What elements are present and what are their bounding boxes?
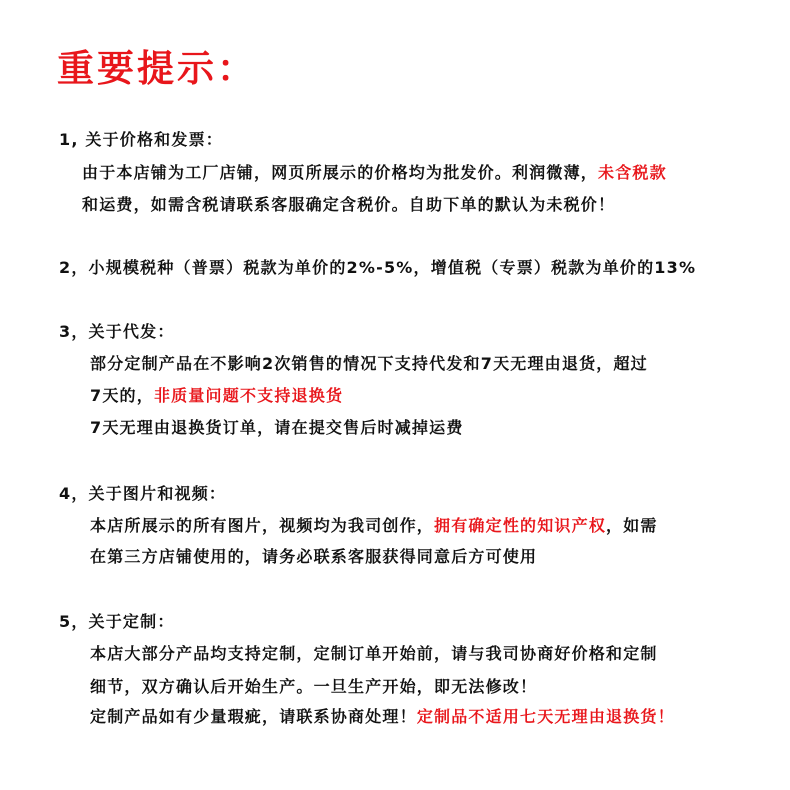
section-4-line-2 xyxy=(90,545,537,569)
highlight-text: 拥有确定性的知识产权 xyxy=(434,516,607,535)
section-5-line-2 xyxy=(90,675,537,699)
section-1-line-1 xyxy=(82,161,667,185)
text-segment: 细节，双方确认后开始生产。一旦生产开始，即无法修改！ xyxy=(90,677,538,696)
section-4-heading: 4，关于图片和视频： xyxy=(59,484,227,503)
section-5-line-3 xyxy=(90,705,675,729)
page-title: 重要提示： xyxy=(57,46,257,90)
text-segment: 和运费，如需含税请联系客服确定含税价。自助下单的默认为未税价！ xyxy=(82,195,616,214)
section-3-heading: 3，关于代发： xyxy=(59,322,175,341)
section-3-line-1 xyxy=(90,352,648,376)
text-segment: 部分定制产品在不影响2次销售的情况下支持代发和7天无理由退货，超过 xyxy=(90,354,648,373)
section-3-line-2 xyxy=(90,384,343,408)
text-segment: 7天的， xyxy=(90,386,154,405)
section-2-heading: 2，小规模税种（普票）税款为单价的2%-5%，增值税（专票）税款为单价的13% xyxy=(59,258,697,277)
highlight-text: 定制品不适用七天无理由退换货！ xyxy=(416,707,675,726)
text-segment: 本店大部分产品均支持定制，定制订单开始前，请与我司协商好价格和定制 xyxy=(90,644,658,663)
section-4-line-1 xyxy=(90,514,658,538)
highlight-text: 未含税款 xyxy=(598,163,667,182)
text-segment: ，如需 xyxy=(606,516,658,535)
text-segment: 由于本店铺为工厂店铺，网页所展示的价格均为批发价。利润微薄， xyxy=(82,163,599,182)
section-1-heading: 1, 关于价格和发票： xyxy=(59,130,223,149)
text-segment: 定制产品如有少量瑕疵，请联系协商处理！ xyxy=(90,707,417,726)
section-5-line-1 xyxy=(90,642,658,666)
section-5-heading: 5，关于定制： xyxy=(59,612,175,631)
text-segment: 在第三方店铺使用的，请务必联系客服获得同意后方可使用 xyxy=(90,547,538,566)
text-segment: 本店所展示的所有图片，视频均为我司创作， xyxy=(90,516,435,535)
section-1-line-2 xyxy=(82,193,615,217)
text-segment: 7天无理由退换货订单，请在提交售后时减掉运费 xyxy=(90,418,464,437)
highlight-text: 非质量问题不支持退换货 xyxy=(153,386,344,405)
section-3-line-3 xyxy=(90,416,464,440)
